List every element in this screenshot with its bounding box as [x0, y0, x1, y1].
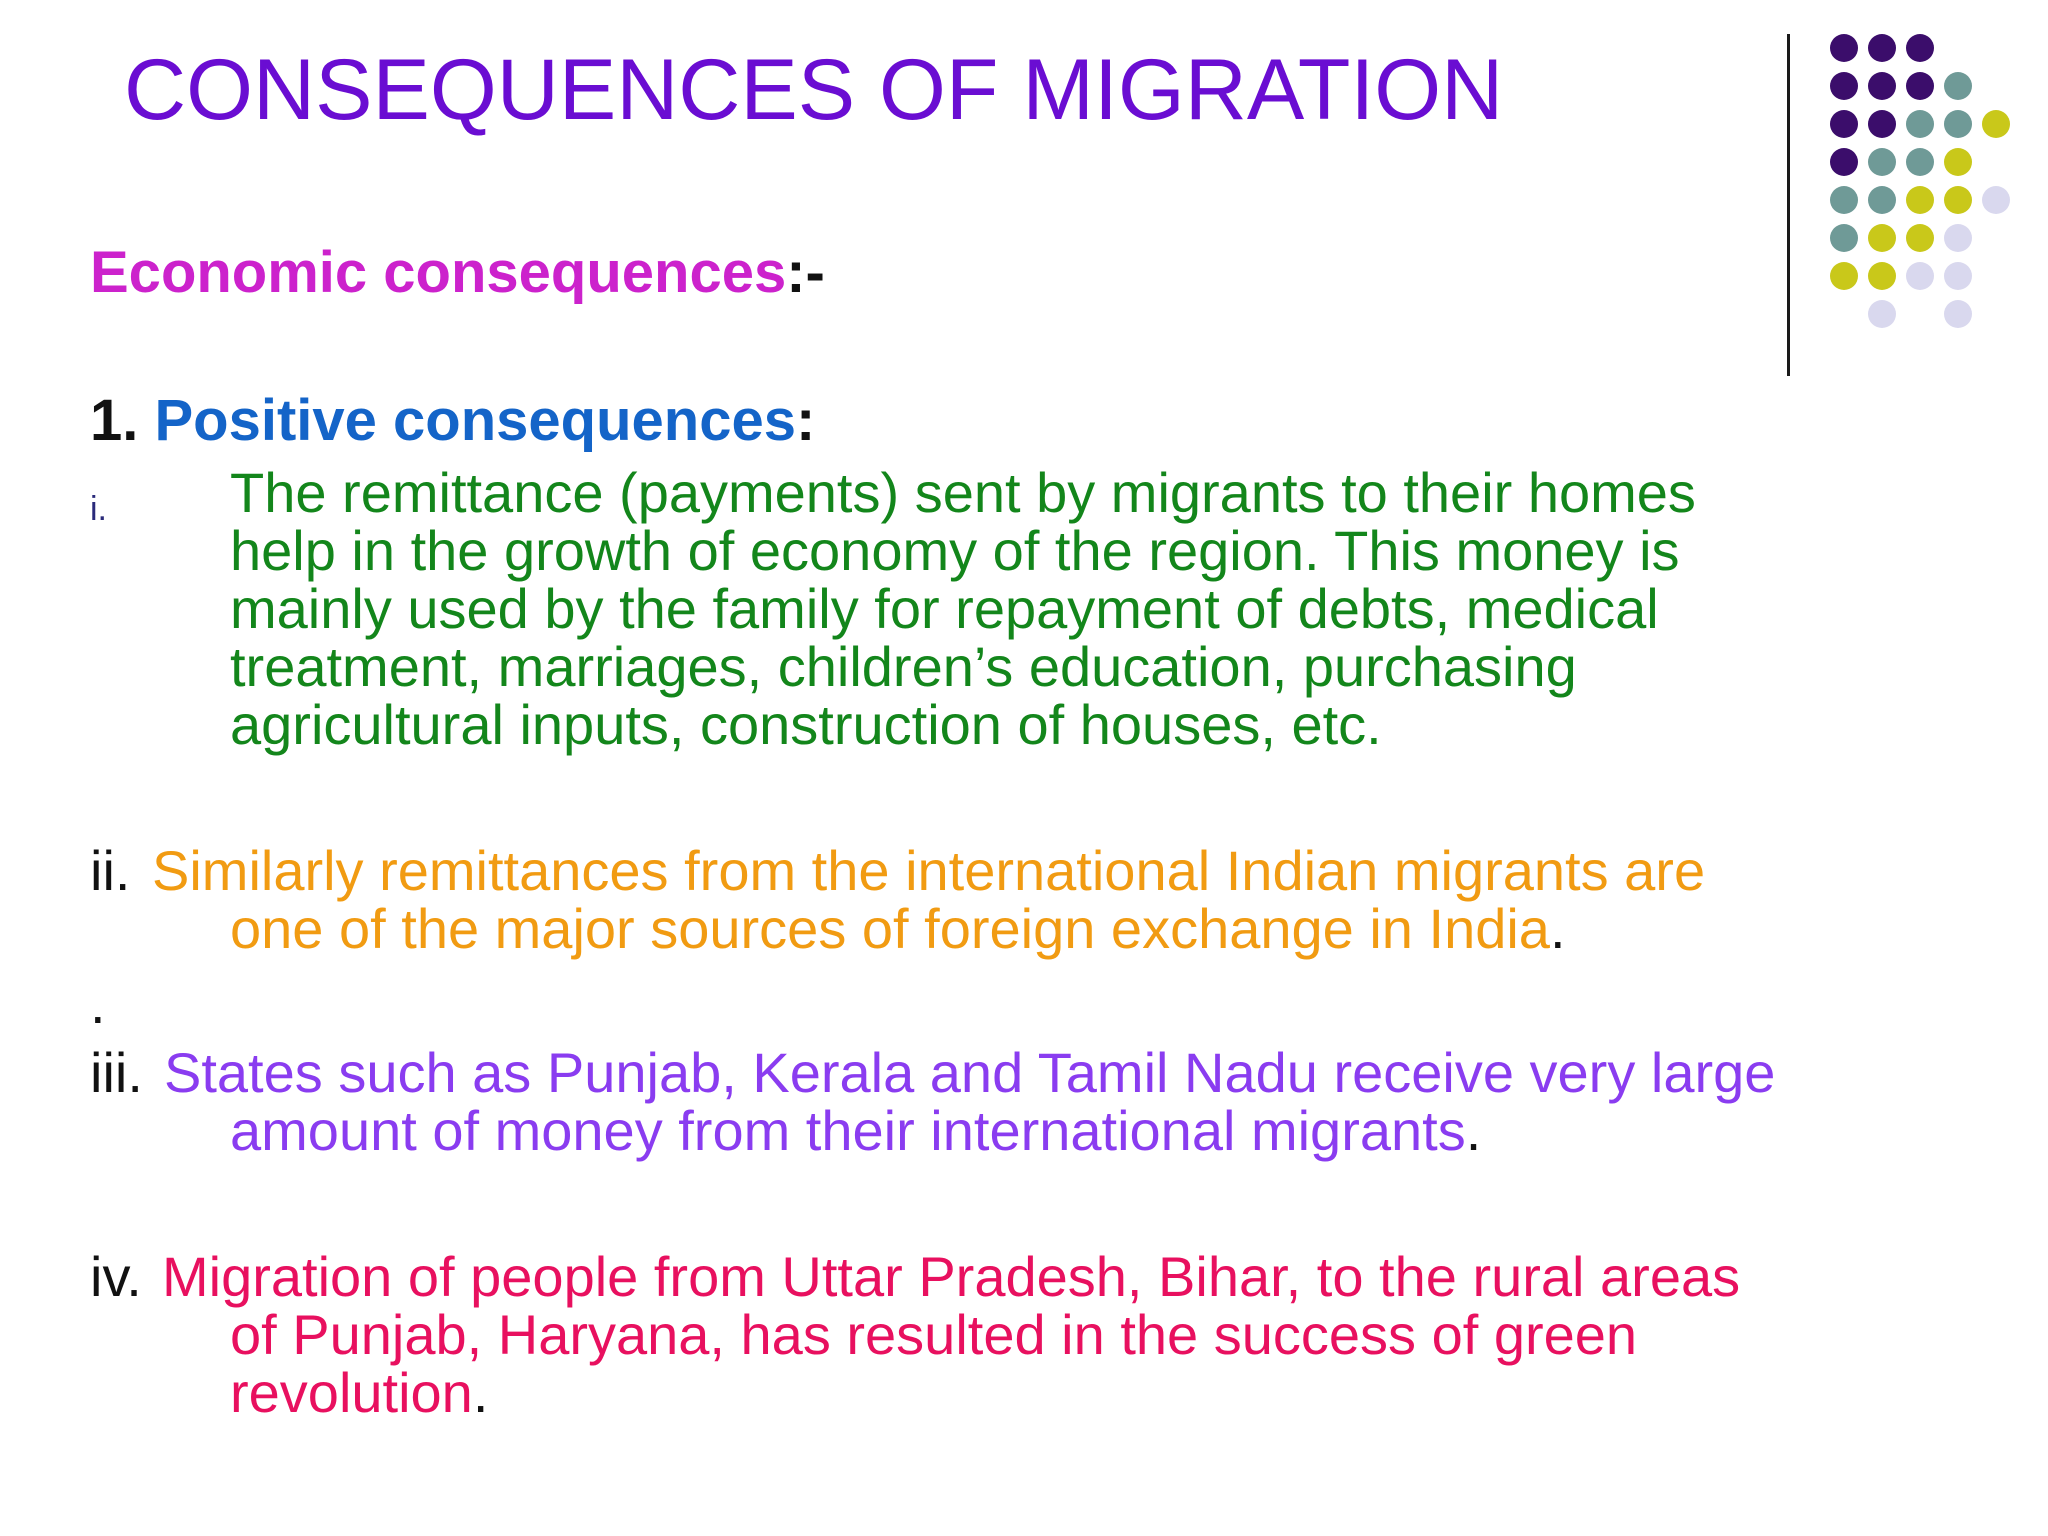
decorative-dot	[1944, 224, 1972, 252]
list-item-text-line: The remittance (payments) sent by migrants to their homes	[230, 461, 1696, 524]
decorative-dot	[1906, 72, 1934, 100]
decorative-dot	[1868, 224, 1896, 252]
list-item-marker: ii.	[90, 839, 131, 902]
list-item-text-line: States such as Punjab, Kerala and Tamil Nadu receive very large	[164, 1041, 1776, 1104]
section-heading-suffix: :-	[786, 240, 825, 305]
decorative-dot	[1830, 224, 1858, 252]
list-item-text-line-wrap	[230, 1099, 1482, 1162]
decorative-dot	[1906, 110, 1934, 138]
sub-heading	[90, 386, 815, 456]
decorative-dot	[1906, 262, 1934, 290]
list-item-text-line: agricultural inputs, construction of houses, etc.	[230, 693, 1382, 756]
decorative-dot	[1830, 72, 1858, 100]
decorative-dot	[1906, 34, 1934, 62]
decorative-dot	[1944, 72, 1972, 100]
decorative-dot	[1944, 148, 1972, 176]
section-heading	[90, 238, 825, 308]
list-item-marker: i.	[90, 490, 107, 528]
decorative-dot	[1944, 262, 1972, 290]
decorative-dot	[1830, 262, 1858, 290]
decorative-dot	[1868, 72, 1896, 100]
decorative-dot	[1982, 186, 2010, 214]
decorative-dot	[1868, 148, 1896, 176]
list-item-marker: iv.	[90, 1245, 142, 1308]
decorative-dot	[1868, 34, 1896, 62]
list-item-text: revolution	[230, 1361, 473, 1424]
decorative-dot	[1868, 110, 1896, 138]
list-item-end-punct: .	[1549, 897, 1566, 960]
list-item-end-punct: .	[1465, 1099, 1482, 1162]
stray-period: .	[90, 972, 106, 1035]
list-item-marker: iii.	[90, 1041, 143, 1104]
decorative-dot	[1868, 300, 1896, 328]
decorative-dot	[1944, 300, 1972, 328]
list-item-end-punct: .	[472, 1361, 489, 1424]
sub-heading-suffix: :	[795, 388, 816, 453]
list-item-text-line-wrap	[230, 1361, 489, 1424]
decorative-dot	[1830, 148, 1858, 176]
sub-heading-label: Positive consequences	[154, 388, 796, 453]
decorative-dot	[1830, 186, 1858, 214]
decorative-dot	[1982, 110, 2010, 138]
list-item-text-line: treatment, marriages, children’s education, purchasing	[230, 635, 1577, 698]
decorative-dot	[1830, 110, 1858, 138]
decorative-dot	[1868, 262, 1896, 290]
decorative-dot	[1906, 186, 1934, 214]
list-item-text-line: Migration of people from Uttar Pradesh, Bihar, to the rural areas	[162, 1245, 1741, 1308]
sub-heading-number: 1.	[90, 388, 155, 453]
decorative-dot	[1868, 186, 1896, 214]
list-item-text: one of the major sources of foreign exchange in India	[230, 897, 1550, 960]
decorative-dot	[1830, 34, 1858, 62]
section-heading-label: Economic consequences	[90, 240, 787, 305]
list-item-text: amount of money from their international migrants	[230, 1099, 1466, 1162]
list-item-text-line: Similarly remittances from the international Indian migrants are	[152, 839, 1706, 902]
list-item-text-line-wrap	[230, 897, 1566, 960]
list-item-text-line: mainly used by the family for repayment of debts, medical	[230, 577, 1659, 640]
slide-title: CONSEQUENCES OF MIGRATION	[124, 42, 1504, 138]
decorative-dot	[1906, 148, 1934, 176]
decorative-dot	[1944, 186, 1972, 214]
decorative-dot	[1906, 224, 1934, 252]
decorative-dot-grid	[0, 0, 2048, 400]
list-item-text-line: of Punjab, Haryana, has resulted in the success of green	[230, 1303, 1638, 1366]
decorative-dot	[1944, 110, 1972, 138]
list-item-text-line: help in the growth of economy of the region. This money is	[230, 519, 1680, 582]
